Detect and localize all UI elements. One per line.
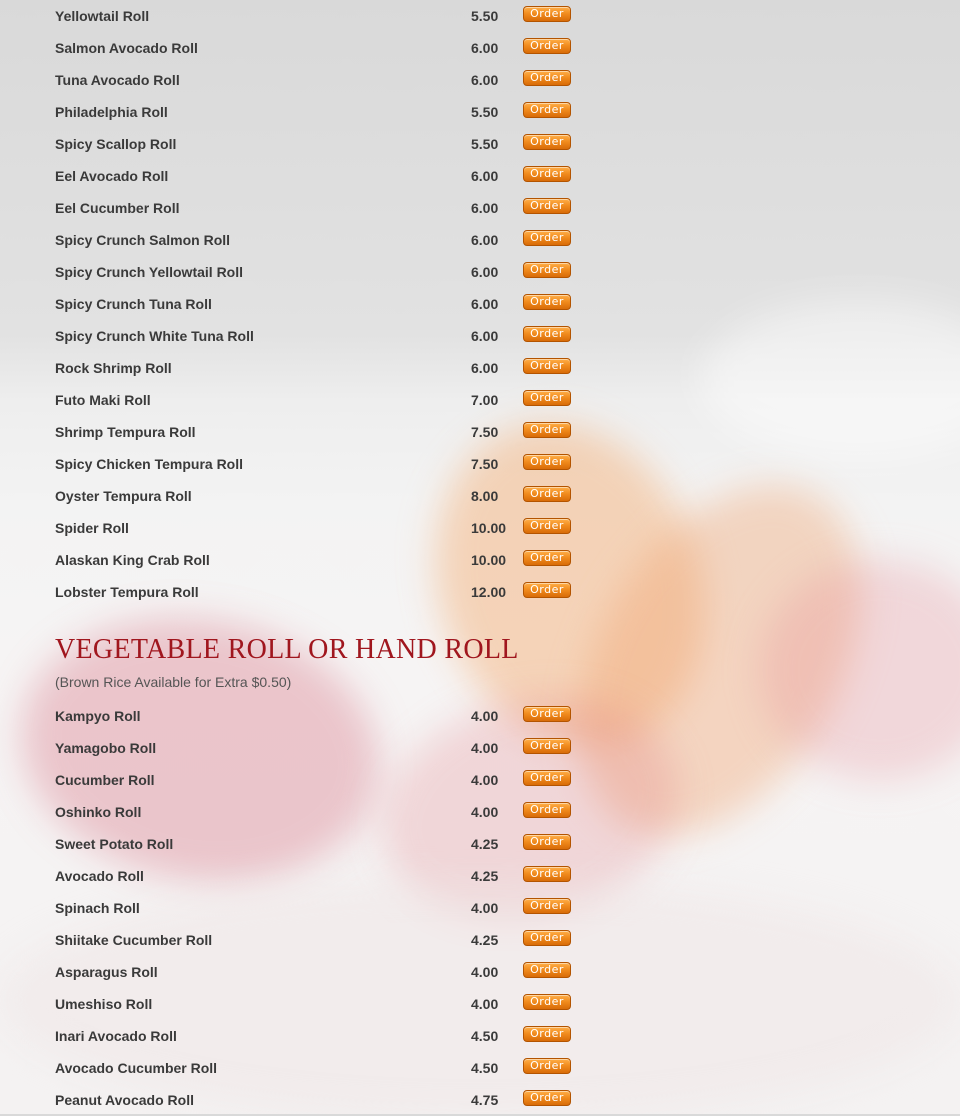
menu-item-row [55,0,595,32]
menu-item-row [55,700,595,732]
menu-item-price: 4.00 [471,772,499,788]
menu-item-row [55,96,595,128]
menu-section-vegetable-rolls [55,632,595,1116]
menu-item-name: Alaskan King Crab Roll [55,552,210,568]
order-button[interactable]: Order [523,294,571,310]
menu-item-row [55,320,595,352]
order-button[interactable]: Order [523,486,571,502]
menu-item-name: Oyster Tempura Roll [55,488,192,504]
menu-item-row [55,32,595,64]
order-button[interactable]: Order [523,422,571,438]
order-button[interactable]: Order [523,738,571,754]
order-button[interactable]: Order [523,898,571,914]
menu-item-price: 4.50 [471,1060,499,1076]
order-button[interactable]: Order [523,454,571,470]
menu-item-name: Yellowtail Roll [55,8,150,24]
menu-item-name: Sweet Potato Roll [55,836,174,852]
menu-item-row [55,1052,595,1084]
order-button[interactable]: Order [523,706,571,722]
section-title: VEGETABLE ROLL OR HAND ROLL [55,634,519,665]
menu-item-price: 5.50 [471,8,499,24]
menu-item-price: 6.00 [471,168,499,184]
order-button[interactable]: Order [523,134,571,150]
menu-item-row [55,988,595,1020]
menu-item-row [55,544,595,576]
menu-item-price: 4.00 [471,708,499,724]
order-button[interactable]: Order [523,390,571,406]
menu-item-price: 12.00 [471,584,507,600]
menu-item-name: Lobster Tempura Roll [55,584,199,600]
menu-item-row [55,480,595,512]
order-button[interactable]: Order [523,6,571,22]
menu-item-name: Philadelphia Roll [55,104,168,120]
menu-item-row [55,924,595,956]
menu-item-row [55,224,595,256]
menu-item-price: 6.00 [471,360,499,376]
menu-item-name: Salmon Avocado Roll [55,40,198,56]
menu-item-name: Inari Avocado Roll [55,1028,177,1044]
menu-item-name: Spicy Crunch Salmon Roll [55,232,231,248]
menu-item-name: Spider Roll [55,520,129,536]
order-button[interactable]: Order [523,166,571,182]
menu-item-name: Futo Maki Roll [55,392,151,408]
menu-item-price: 4.50 [471,1028,499,1044]
order-button[interactable]: Order [523,70,571,86]
order-button[interactable]: Order [523,1026,571,1042]
menu-item-name: Spicy Crunch Yellowtail Roll [55,264,244,280]
menu-item-price: 5.50 [471,136,499,152]
menu-item-row [55,128,595,160]
menu-item-name: Avocado Cucumber Roll [55,1060,218,1076]
menu-item-price: 6.00 [471,40,499,56]
menu-item-price: 6.00 [471,200,499,216]
menu-item-price: 4.00 [471,964,499,980]
menu-item-name: Spicy Chicken Tempura Roll [55,456,244,472]
menu-item-row [55,764,595,796]
menu-item-name: Eel Avocado Roll [55,168,169,184]
order-button[interactable]: Order [523,550,571,566]
menu-item-row [55,448,595,480]
menu-item-name: Yamagobo Roll [55,740,157,756]
menu-item-name: Peanut Avocado Roll [55,1092,194,1108]
menu-item-name: Shiitake Cucumber Roll [55,932,213,948]
order-button[interactable]: Order [523,1058,571,1074]
menu-item-name: Spicy Scallop Roll [55,136,177,152]
menu-item-name: Shrimp Tempura Roll [55,424,196,440]
menu-item-row [55,956,595,988]
order-button[interactable]: Order [523,358,571,374]
menu-item-row [55,288,595,320]
menu-content [55,0,595,1116]
menu-item-price: 4.25 [471,932,499,948]
menu-item-row [55,1084,595,1116]
menu-item-price: 4.75 [471,1092,499,1108]
menu-item-name: Spinach Roll [55,900,140,916]
order-button[interactable]: Order [523,962,571,978]
menu-item-row [55,892,595,924]
menu-item-row [55,576,595,608]
menu-item-row [55,828,595,860]
menu-item-row [55,256,595,288]
menu-item-price: 6.00 [471,328,499,344]
order-button[interactable]: Order [523,994,571,1010]
order-button[interactable]: Order [523,518,571,534]
menu-item-row [55,732,595,764]
menu-section-rolls [55,0,595,608]
menu-item-row [55,192,595,224]
menu-item-price: 7.00 [471,392,499,408]
section-note: (Brown Rice Available for Extra $0.50) [55,674,292,690]
menu-item-price: 4.25 [471,836,499,852]
menu-item-name: Tuna Avocado Roll [55,72,180,88]
order-button[interactable]: Order [523,866,571,882]
menu-item-price: 6.00 [471,232,499,248]
menu-item-name: Asparagus Roll [55,964,158,980]
menu-item-price: 4.00 [471,996,499,1012]
menu-item-price: 10.00 [471,552,507,568]
menu-item-price: 10.00 [471,520,507,536]
menu-item-price: 6.00 [471,296,499,312]
order-button[interactable]: Order [523,930,571,946]
menu-item-price: 4.25 [471,868,499,884]
menu-item-name: Kampyo Roll [55,708,141,724]
menu-item-row [55,352,595,384]
menu-item-name: Rock Shrimp Roll [55,360,172,376]
order-button[interactable]: Order [523,230,571,246]
order-button[interactable]: Order [523,326,571,342]
order-button[interactable]: Order [523,198,571,214]
menu-item-price: 4.00 [471,740,499,756]
order-button[interactable]: Order [523,582,571,598]
menu-item-row [55,512,595,544]
menu-item-row [55,160,595,192]
order-button[interactable]: Order [523,38,571,54]
menu-item-name: Eel Cucumber Roll [55,200,180,216]
menu-item-row [55,64,595,96]
menu-item-price: 8.00 [471,488,499,504]
order-button[interactable]: Order [523,102,571,118]
menu-item-row [55,860,595,892]
menu-item-name: Oshinko Roll [55,804,142,820]
order-button[interactable]: Order [523,770,571,786]
menu-item-price: 6.00 [471,264,499,280]
menu-item-list [55,700,595,1116]
menu-item-row [55,416,595,448]
menu-item-price: 7.50 [471,424,499,440]
order-button[interactable]: Order [523,1090,571,1106]
menu-item-row [55,1020,595,1052]
menu-item-name: Avocado Roll [55,868,144,884]
menu-item-name: Spicy Crunch White Tuna Roll [55,328,254,344]
menu-item-price: 4.00 [471,804,499,820]
order-button[interactable]: Order [523,834,571,850]
menu-item-name: Spicy Crunch Tuna Roll [55,296,212,312]
menu-item-price: 7.50 [471,456,499,472]
menu-item-price: 6.00 [471,72,499,88]
menu-item-name: Cucumber Roll [55,772,155,788]
menu-item-row [55,796,595,828]
menu-item-name: Umeshiso Roll [55,996,153,1012]
menu-item-price: 4.00 [471,900,499,916]
order-button[interactable]: Order [523,802,571,818]
menu-item-row [55,384,595,416]
menu-item-price: 5.50 [471,104,499,120]
order-button[interactable]: Order [523,262,571,278]
